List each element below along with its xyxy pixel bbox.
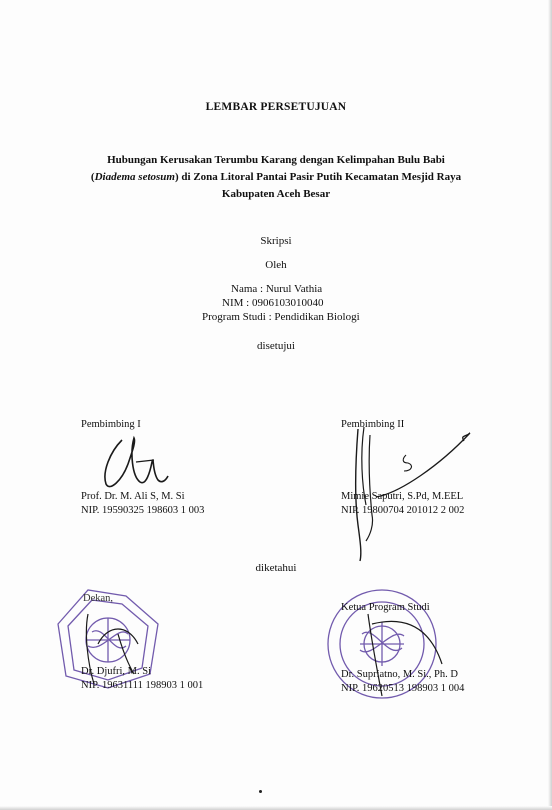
head-nip: NIP. 19620513 198903 1 004 bbox=[341, 683, 465, 694]
document-type: Skripsi bbox=[260, 235, 292, 247]
acknowledged-label: diketahui bbox=[255, 562, 297, 574]
page-heading: LEMBAR PERSETUJUAN bbox=[205, 101, 347, 113]
page-dot bbox=[259, 790, 262, 793]
approved-label: disetujui bbox=[257, 340, 295, 352]
student-name: Nama : Nurul Vathia bbox=[231, 283, 323, 295]
study-program: Program Studi : Pendidikan Biologi bbox=[202, 311, 360, 323]
thesis-title bbox=[0, 152, 552, 203]
page-bottom-edge bbox=[0, 806, 552, 810]
supervisor1-signature bbox=[92, 432, 172, 494]
dean-nip: NIP. 19631111 198903 1 001 bbox=[81, 680, 204, 691]
by-label: Oleh bbox=[265, 259, 287, 271]
dean-name: Dr. Djufri, M. Si bbox=[81, 666, 152, 677]
thesis-title-line2-rest: di Zona Litoral Pantai Pasir Putih Kecamatan Mesjid Raya bbox=[178, 171, 462, 183]
head-name: Dr. Supriatno, M. Si., Ph. D bbox=[341, 669, 458, 680]
dean-role: Dekan, bbox=[83, 593, 114, 604]
page-edge bbox=[548, 0, 552, 810]
thesis-title-line1: Hubungan Kerusakan Terumbu Karang dengan Kelimpahan Bulu Babi bbox=[107, 154, 445, 166]
supervisor2-name: Mimie Saputri, S.Pd, M.EEL bbox=[341, 491, 464, 502]
thesis-title-line2: (Diadema setosum) di Zona Litoral Pantai Pasir Putih Kecamatan Mesjid Raya bbox=[90, 171, 462, 183]
supervisor1-role: Pembimbing I bbox=[81, 419, 141, 430]
supervisor2-nip: NIP. 19800704 201012 2 002 bbox=[341, 505, 465, 516]
species-name: Diadema setosum bbox=[94, 171, 175, 183]
head-role: Ketua Program Studi bbox=[341, 602, 430, 613]
supervisor1-nip: NIP. 19590325 198603 1 003 bbox=[81, 505, 205, 516]
supervisor1-name: Prof. Dr. M. Ali S, M. Si bbox=[81, 491, 185, 502]
supervisor2-role: Pembimbing II bbox=[341, 419, 405, 430]
student-nim: NIM : 0906103010040 bbox=[222, 297, 324, 309]
thesis-title-line3: Kabupaten Aceh Besar bbox=[221, 188, 331, 200]
